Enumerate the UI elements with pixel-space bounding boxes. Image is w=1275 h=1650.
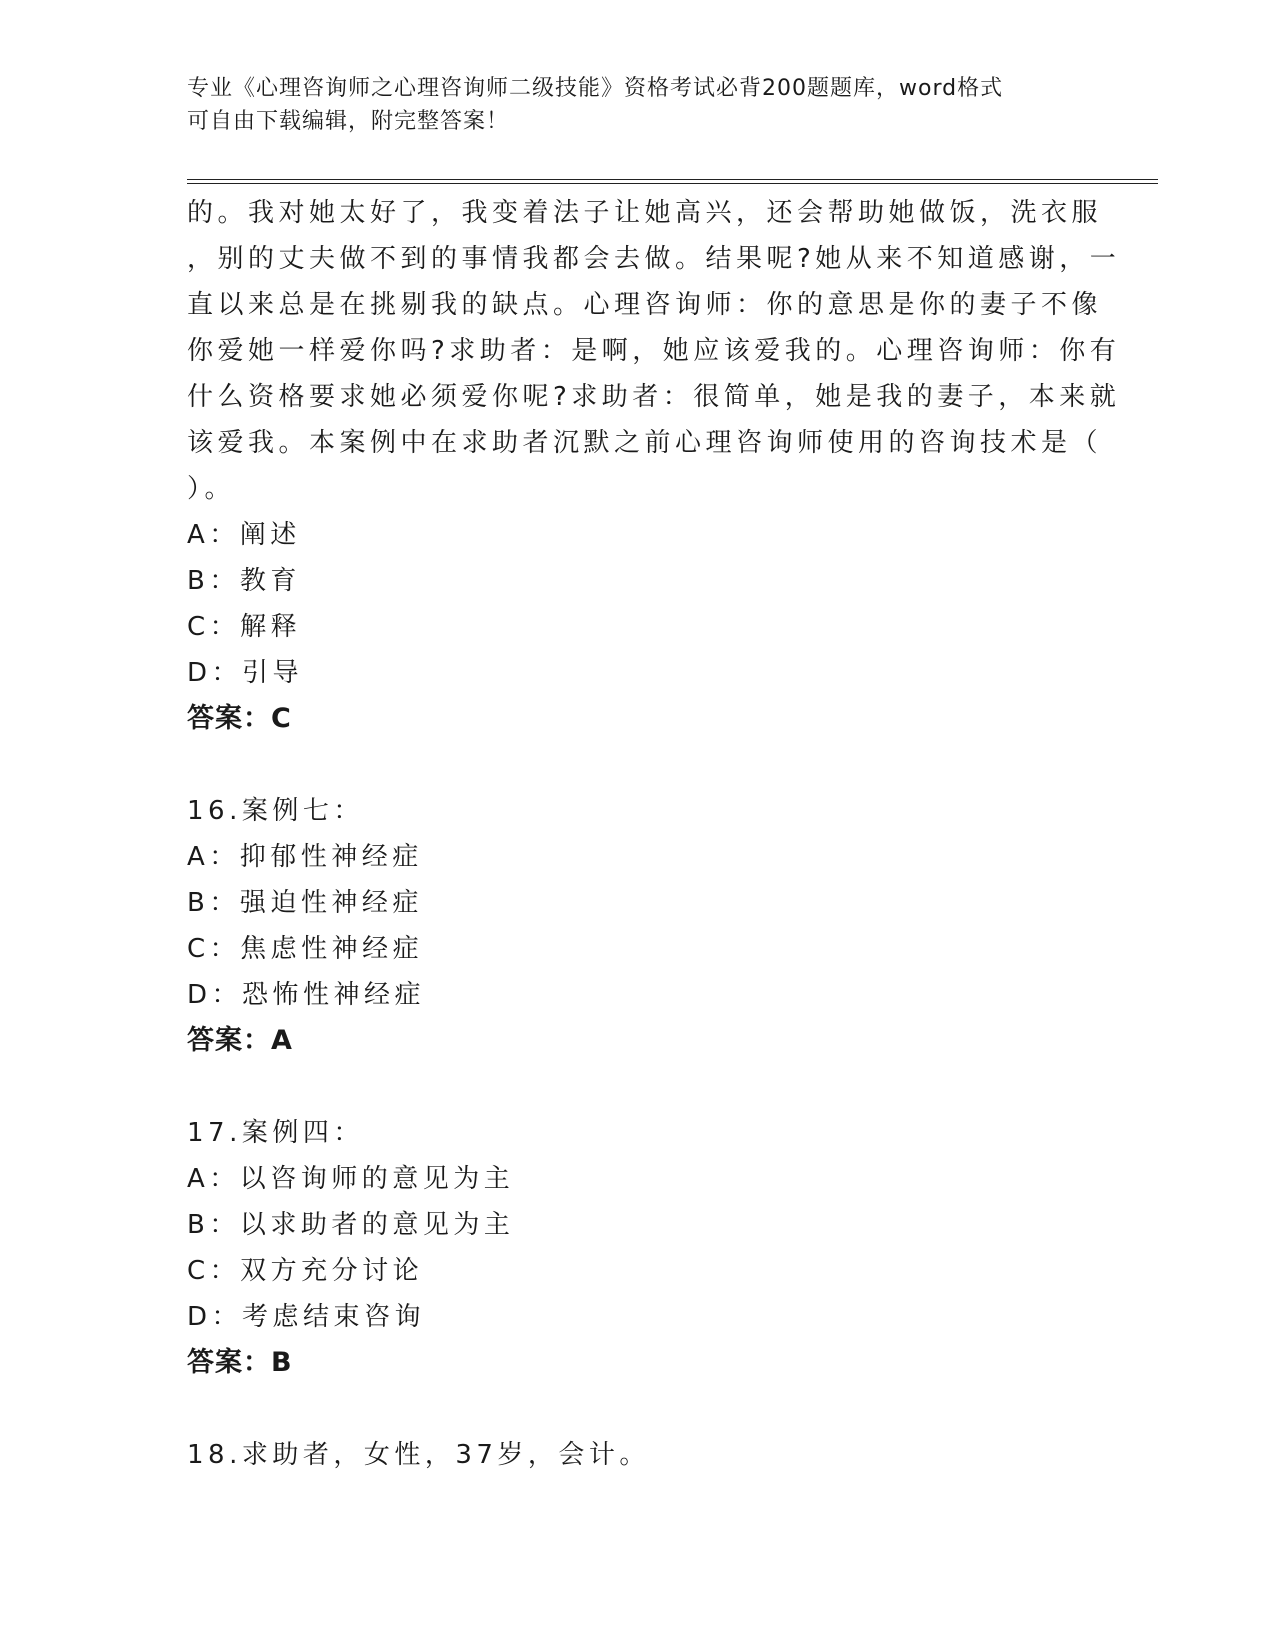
spacer [187,742,1087,788]
question-16 [187,788,1087,1064]
option-c: C：双方充分讨论 [187,1256,424,1286]
option-c: C：焦虑性神经症 [187,934,424,964]
option-d: D：引导 [187,658,304,688]
page-header [187,72,1087,138]
passage-line: 该爱我。本案例中在求助者沉默之前心理咨询师使用的咨询技术是（ [187,428,1103,458]
passage-line: 你爱她一样爱你吗?求助者：是啊，她应该爱我的。心理咨询师：你有 [187,336,1121,366]
question-title: 17.案例四： [187,1118,364,1148]
question-17 [187,1110,1087,1386]
option-b: B：教育 [187,566,301,596]
answer-label: 答案：B [187,1347,293,1378]
option-a: A：阐述 [187,520,301,550]
passage-line: 什么资格要求她必须爱你呢?求助者：很简单，她是我的妻子，本来就 [187,382,1121,412]
spacer [187,1386,1087,1432]
passage-line: ，别的丈夫做不到的事情我都会去做。结果呢?她从来不知道感谢，一 [187,244,1121,274]
question-15-continued [187,190,1121,742]
passage-line: ）。 [187,474,236,504]
header-title-line-1: 专业《心理咨询师之心理咨询师二级技能》资格考试必背200题题库，word格式 [187,76,1004,101]
option-a: A：抑郁性神经症 [187,842,423,872]
header-title-line-2: 可自由下载编辑，附完整答案！ [187,109,510,134]
answer-label: 答案：A [187,1025,293,1056]
answer-label: 答案：C [187,703,292,734]
question-18 [187,1432,1087,1478]
header-divider [187,179,1158,184]
option-b: B：以求助者的意见为主 [187,1210,515,1240]
question-title: 16.案例七： [187,796,364,826]
document-body [187,190,1121,1478]
option-d: D：考虑结束咨询 [187,1302,426,1332]
spacer [187,1064,1087,1110]
passage-line: 的。我对她太好了，我变着法子让她高兴，还会帮助她做饭，洗衣服 [187,198,1103,228]
option-a: A：以咨询师的意见为主 [187,1164,515,1194]
option-d: D：恐怖性神经症 [187,980,426,1010]
option-b: B：强迫性神经症 [187,888,423,918]
passage-line: 直以来总是在挑剔我的缺点。心理咨询师：你的意思是你的妻子不像 [187,290,1103,320]
option-c: C：解释 [187,612,302,642]
question-title: 18.求助者，女性，37岁，会计。 [187,1440,650,1470]
